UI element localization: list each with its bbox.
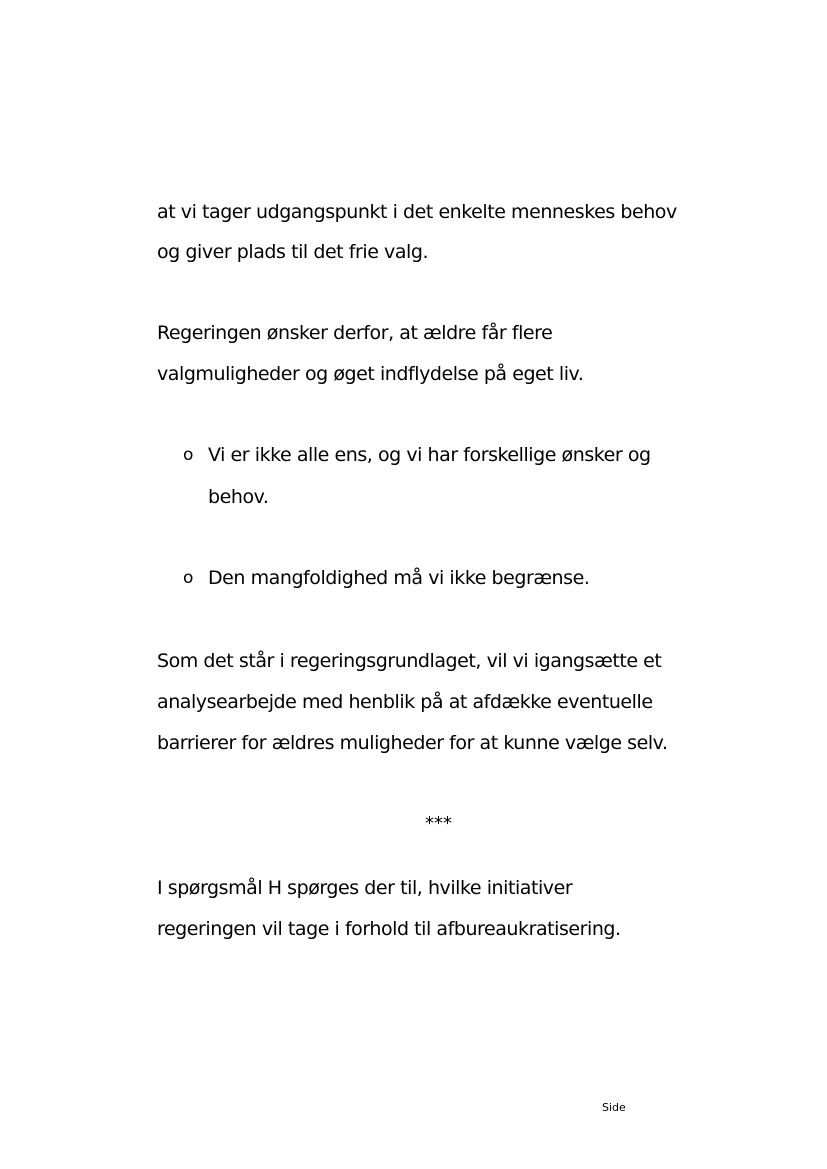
paragraph-3-line-3: barrierer for ældres muligheder for at kunne vælge selv. xyxy=(157,732,668,754)
paragraph-2-line-2: valgmuligheder og øget indflydelse på eget liv. xyxy=(157,363,584,385)
section-separator: *** xyxy=(425,813,452,834)
paragraph-3-line-1: Som det står i regeringsgrundlaget, vil vi igangsætte et xyxy=(157,650,662,672)
paragraph-4-line-1: I spørgsmål H spørges der til, hvilke initiativer xyxy=(157,877,573,899)
bullet-marker-2: o xyxy=(183,568,194,588)
page-footer-label: Side xyxy=(602,1101,626,1114)
paragraph-1-line-2: og giver plads til det frie valg. xyxy=(157,241,429,263)
paragraph-4-line-2: regeringen vil tage i forhold til afbureaukratisering. xyxy=(157,918,621,940)
paragraph-1-line-1: at vi tager udgangspunkt i det enkelte menneskes behov xyxy=(157,201,677,223)
bullet-marker-1: o xyxy=(183,445,194,465)
bullet-2-line-1: Den mangfoldighed må vi ikke begrænse. xyxy=(208,567,590,589)
paragraph-3-line-2: analysearbejde med henblik på at afdække eventuelle xyxy=(157,691,653,713)
bullet-1-line-2: behov. xyxy=(208,486,269,508)
bullet-1-line-1: Vi er ikke alle ens, og vi har forskellige ønsker og xyxy=(208,444,651,466)
paragraph-2-line-1: Regeringen ønsker derfor, at ældre får flere xyxy=(157,322,553,344)
